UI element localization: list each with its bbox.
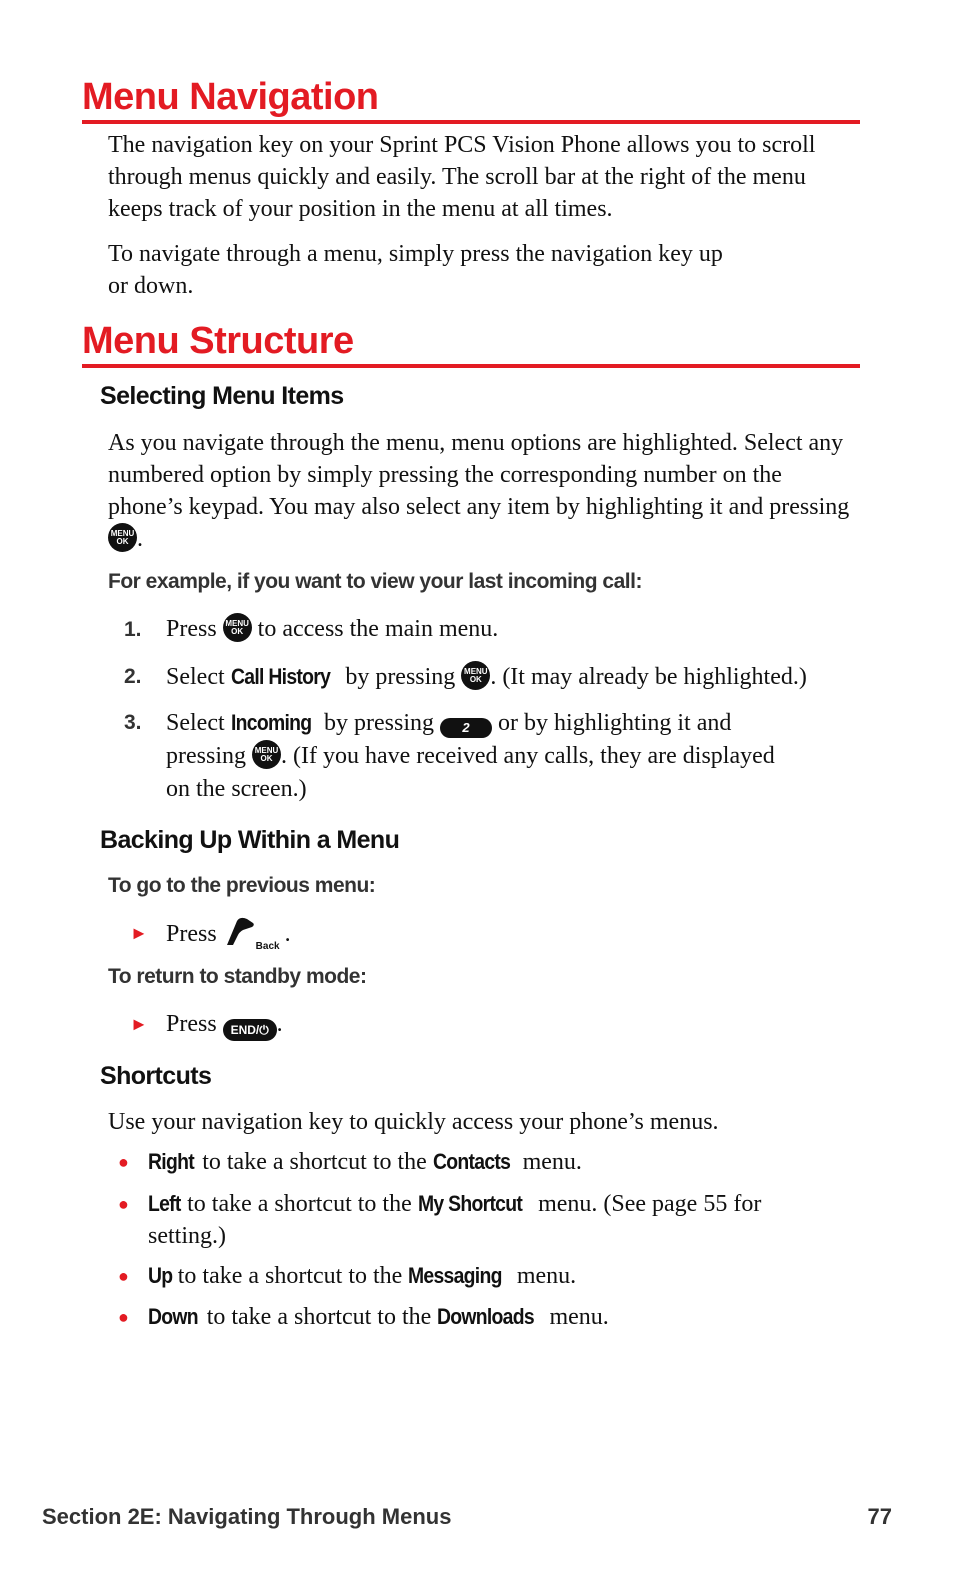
menu-ok-key-icon: MENU OK — [252, 740, 281, 769]
shortcuts-heading: Shortcuts — [100, 1062, 212, 1090]
navigate-instruction-line1: To navigate through a menu, simply press the navigation key up — [108, 241, 723, 267]
navigate-instruction-paragraph — [108, 238, 853, 302]
shortcuts-intro: Use your navigation key to quickly access your phone’s menus. — [108, 1109, 719, 1135]
bullet-dot-icon: ● — [118, 1307, 129, 1327]
navigate-instruction-line2: or down. — [108, 273, 194, 299]
back-key-icon: Back — [223, 917, 285, 947]
bullet-dot-icon: ● — [118, 1266, 129, 1286]
menu-navigation-heading: Menu Navigation — [82, 74, 860, 124]
key-2-icon: 2 — [440, 718, 492, 738]
footer-section-label: Section 2E: Navigating Through Menus — [42, 1504, 452, 1529]
backing-up-heading: Backing Up Within a Menu — [100, 826, 400, 854]
call-history-keyword: Call History — [230, 664, 330, 689]
menu-ok-key-icon: MENU OK — [223, 613, 252, 642]
menu-navigation-paragraph: The navigation key on your Sprint PCS Vision Phone allows you to scroll through menus quickly and easily. The scroll bar at the right of the menu keeps track of your position in the menu at all times. — [108, 132, 816, 222]
bullet-dot-icon: ● — [118, 1194, 129, 1214]
page-number: 77 — [867, 1504, 892, 1529]
selecting-paragraph-text: As you navigate through the menu, menu options are highlighted. Select any numbered option by simply pressing the corresponding number on the phone’s keypad. You may also select any item by highlighting it and pressing — [108, 430, 850, 520]
selecting-menu-items-heading: Selecting Menu Items — [100, 382, 344, 410]
previous-menu-lead: To go to the previous menu: — [108, 874, 376, 897]
manual-page: Menu Navigation The navigation key on your Sprint PCS Vision Phone allows you to scroll through menus quickly and easily. The scroll bar at the right of the menu keeps track of your position in the menu at all times. To navigate through a menu, simply press the navigation key up or down. Menu Structure Selecting Menu Items As you navigate through the menu, menu options are highlighted. Select any numbered option by simply pressing the corresponding number on the phone’s keypad. You may also select any item by highlighting it and pressing MENU OK . For example, if you want to view your last incoming call: 1. Press MENU OK to access the main menu. 2. Select Call History by pressing MENU OK . (It may already be highlighted.) 3. Select Incoming by pressing 2 or by highlighting it and pressing MENU OK . (If you have received any calls, they are displayed on the screen.) Backing Up Within a Menu To go to the previous menu: ► Press Back . To return to standby mode: ► Press END/⏻ . Shortcuts Use your navigation key to quickly access your phone’s menus. ● Right to take a shortcut to the Contacts menu. ● Left to take a shortcut to the My Shortcut menu. (See page 55 for setting.) ● Up to take a shortcut to the Messaging menu. ● Down to take a shortcut to the Downloads menu. Section 2E: Navigating Through Menus 77 — [42, 76, 892, 1529]
standby-mode-lead: To return to standby mode: — [108, 965, 367, 988]
menu-structure-heading: Menu Structure — [82, 318, 860, 368]
arrow-bullet-icon: ► — [130, 1014, 148, 1034]
selecting-paragraph: As you navigate through the menu, menu options are highlighted. Select any numbered option by simply pressing the corresponding number on the phone’s keypad. You may also select any item by highlighting it and pressing MENU OK . — [108, 430, 850, 552]
bullet-dot-icon: ● — [118, 1152, 129, 1172]
page-footer — [42, 1504, 892, 1530]
end-power-key-icon: END/⏻ — [223, 1019, 277, 1041]
example-lead: For example, if you want to view your last incoming call: — [108, 570, 642, 593]
menu-ok-key-icon: MENU OK — [461, 661, 490, 690]
menu-ok-key-icon: MENU OK — [108, 523, 137, 552]
incoming-keyword: Incoming — [230, 710, 312, 735]
arrow-bullet-icon: ► — [130, 923, 148, 943]
